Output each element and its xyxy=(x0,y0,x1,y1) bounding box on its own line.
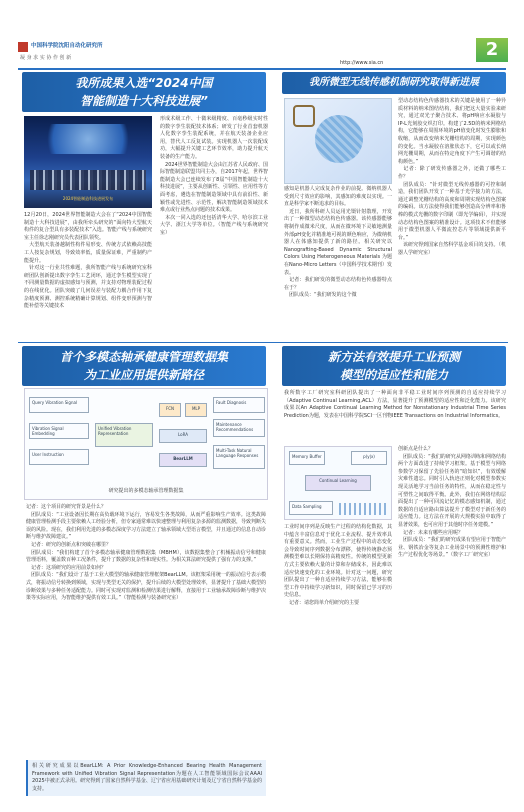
timeseries-wave-icon xyxy=(339,503,387,515)
article3-title-banner xyxy=(22,346,266,386)
diagram-instruction-box: User Instruction xyxy=(29,449,89,465)
article2-title: 我所微型无线传感机制研究取得新进展 xyxy=(309,77,479,88)
article2-col1: 感知是机器人完成复杂作业的前提。微纳机器人受到尺寸效应的影响，其感知的难度以实现。一直是科学家不断追求的目标。 近日，我所科研人员运用光镊针射散理，开发出了一种微型动态结构色传感器。该传感器能够将制作成微米尺度，从而在微环境下灵敏地测量外部pH变化并精准地可视的颜色响应，为微纳机器人在体感知提供了新的路径。相关研究以Nanografting-Based Dynamic Structural Colors Using Heterogeneous Materials 为题在Nano-Micro Letters（中国科学技术期刊）发表。 记者：我们研发的微型动态结构色传感器特点在于？ 团队成员：“我们研发的这个微 xyxy=(284,186,392,299)
org-name: 中国科学院沈阳自动化研究所 xyxy=(31,43,103,49)
diagram-bearllm-box: BearLLM xyxy=(159,453,207,467)
data-sampling-box: Data Sampling xyxy=(289,501,333,515)
article1-title-line2: 智能制造十大科技进展” xyxy=(80,94,208,108)
header xyxy=(18,38,508,68)
robot-arm-icon xyxy=(293,105,315,127)
article2-title-banner xyxy=(282,72,506,94)
diagram-lora-box: LoRA xyxy=(159,429,207,443)
article1-col1: 12月20日，2024世界智能制造大会在了“2024中国智能制造十大科技进展”，由我所牵头研究的“面向特大型航天构件的复合型具有多装配技术”入选。智能产线与系统研究室主任徐志刚研究员代表团队领奖。 大型航天装备越制性构件易形变、传统方式依赖高技能工人按复杂规划，导致效率低，质量保证难，严重制约产能提升。 针对这一行业共性难题，我所智能产线与系统研究室科研团队创新提出数字孪生工艺闭环，通过孪生模型实现了不同测量数据的虚拟感知与预测，并支持对物理装配过程的在线优化。团队突破了几何误差与装配力耦合作用下复杂精度预测、测控系统精确计算规划、组件变形预测与智能补偿等关键技术 xyxy=(24,212,152,310)
sensor-grid-icon xyxy=(315,115,363,163)
diagram-maint-box: Maintenance Recommendations xyxy=(213,419,265,437)
diagram-fault-box: Fault Diagnosis xyxy=(213,397,265,413)
article1-title-banner xyxy=(22,72,266,112)
header-url: http://www.sia.cn xyxy=(340,60,384,66)
article4-title-banner xyxy=(282,346,506,386)
article4-diagram xyxy=(284,446,392,520)
diagram-response-box: Multi-Task Natural Language Responses xyxy=(213,445,265,469)
article4-intro: 我所数字工厂研究室科研团队提出了一种面向非平稳工业时间序列预测的自适应持续学习（Adaptive Continual Learning,ACL）方法，显著提升了预测模型的适应性和泛化能力。该研究成果以An Adaptive Continual Learning Method for Nonstationary Industrial Time Series Prediction为题，发表在中国科学院SCI一区刊物IEEE Transactions on Industrial Informatics。 xyxy=(284,390,508,419)
diagram-embedding-box: Vibration Signal Embedding xyxy=(29,423,89,439)
page-number: 2 xyxy=(476,38,508,62)
photo-caption: 2024智能制造科技进展发布 xyxy=(62,196,114,201)
diagram-query-box: Query Vibration Signal xyxy=(29,397,89,413)
article1-col2: 形成术级工作、十微米级精度、百毫秒级实时性的数字孪生装配技术体系；研发了行业首套机器人化数字孪生装配系统，并在航天装备企业应用，替代人工反复试装。实现机器人一次装配成功，大幅提升关键工艺环节效率，助力提升航天装备的生产能力。 2024世界智能制造大会由江苏省人民政府、国际智能制造联盟共同主办，自2017年起，世界智能制造大会已连续发布了8届“中国智能制造十大科技进展”，主要从创新性、引领性、应用性等方面考虑，遴选在智能制造领域中具有前沿性、新颖性或先进性、示范性，解决智能制造领域技术难点或行业热点问题的技术成果。 本次一同入选的还包括清华大学、哈尔滨工业大学、浙江大学等单位。（智能产线与系统研究室） xyxy=(160,116,268,236)
article4-title-line1: 新方法有效提升工业预测 xyxy=(327,350,460,364)
article3-title-line2: 为工业应用提供新路径 xyxy=(83,368,204,382)
article3-body: 记者：这个项目的研究背景是什么？ 团队成员：“工业设备因长期在高负载环境下运行，容易发生各类故障，从而严重影响生产效率。这类故障健康管理检测手段主要依赖人工经验分析，但专家通常难以快速整理与利用复杂多源的监测数据，导致判断失误的风险。现在，我们利用先进的多模态深度学习方法建立了轴承领域大型语言模型，并且通过的信息自动诊断与维护故障建议。” 记者：研究的创新点和突破在哪里？ 团队成员：“我们构建了首个多模态轴承健康管理数据集（MBHM），该数据集整合了机械振动信号和健康管理语料，覆盖数百种工况条件，提升了数据的复杂性和现实性。为相关算法研究提供了强有力的支撑。” 记者：这项研究的应用前景如何？ 团队成员：“我们设计了基于工业大模型的轴承健康管理框架BearLLM。该框架采用统一的振动信号表示模式，将振动信号转换到频域，实现与类型无关的保护，提升后续的大模型处理效率，显著提升了基础大模型的诊断效果与多种任务适配能力。同时可实现对监测和检测结果进行解释，直接用于工业轴承故障诊断与维护决策等实际应用，为智能维护提供有效工具。”（智能检测与装备研究室） xyxy=(26,504,267,602)
article3-diagram xyxy=(24,388,268,500)
stage-people xyxy=(30,170,146,190)
article1-title-line1: 我所成果入选“2024中国 xyxy=(75,76,213,90)
article4-col1: 工业时间序列是反映生产过程的结构化数据，其中蕴含丰富信息对于优化工业流程、提升效率具有重要意义。然而，工业生产过程中的动态变化会导致时间序列数据分布漂移，使得传统静态预测模型难以长期保持高精度性。传统的模型更新方式主要依赖大量的计算和存储成本，因此难以适应快速变化的工业环境。针对这一问题，研究团队提出了一种自适应持续学习方法，能够在模型工作中持续学习新知识，同时保留已学习的历史信息。 记者：请您简单介绍研究的主要 xyxy=(284,524,392,606)
memory-buffer-box: Memory Buffer xyxy=(289,451,325,465)
article4-col2: 创新点是什么？ 团队成员：“我们的研究从网络训练和网络结构两个方面改进了持续学习框架。基于模型与网络参数学习保留了先验任务的“暗知识”，有效缓解灾难性遗忘。同时引入轨迹正则化对模型参数实现灵活地学习当前任务的特性，从而在稳定性与可塑性之间取得平衡。此外，我们在网络结构层面提出了一种可回流记忆的模态感知机制，通过数据的自适应路由算法提升了模型对于新任务的适应能力。这方法在开展的大规模实验中取得了显著效果，也可应用于其他时序任务建模。” 记者：未来有哪些应用呢？ 团队成员：“我们的研究成果有望应用于智能产业、钢铁冶金等复杂工业场景中的预测性维护和生产过程优化等场景。”（数字工厂研究室） xyxy=(398,446,506,559)
article3-title-line1: 首个多模态轴承健康管理数据集 xyxy=(59,350,228,364)
article2-col2: 型动态结构色传感器技术的关键是使用了一种异质材料的纳米图结结构，我们把这大量实验来研究，通过双光子聚合技术、将pH响应水凝胶与IP-L光刻胶交织打印。构建了2.5D的纳米网格结构，它能够在周围环境的pH值变化时发生膨胀和收缩，从而改变纳米光栅结构的周期，实现颜色的变化。当水凝胶在溶胀状态下，它可以或长纳网光栅周期，从而在特定角度下产生可调谐的结构颜色。” 记者：除了研发传感器之外，还做了哪些工作？ 团队成员：“针对微型无线传感器的可控和制造，我们团队开发了一种基于光学接力的方法，通过调整光栅结构的高度和周期实现结构色图案的编码。该方法使得我们能够创造高分辨率和鲁棒的模式光栅的数字印刷（即光学编码），并实现动态结构色图案的精准设计。这项技术不但能够用于微型机器人平微流控芯片等领域提供新平台。” 该研究得到国家自然科学基金项目的支持。（机器人学研究室） xyxy=(398,98,506,256)
continual-learning-box: Continual Learning xyxy=(305,475,371,491)
article4-title-line2: 模型的适应性和能力 xyxy=(339,368,448,382)
stage-lights xyxy=(32,124,144,154)
header-rule xyxy=(18,68,506,70)
diagram-mlp-box: MLP xyxy=(185,403,207,417)
diagram-fcn-box: FCN xyxy=(159,403,181,417)
distribution-box: p(y|x) xyxy=(351,451,387,465)
diagram-caption: 研究提出的多模态轴承管理数据集 xyxy=(108,488,184,494)
mid-divider xyxy=(18,342,508,343)
motto: 凝 身 求 实 协 作 创 新 xyxy=(20,55,72,61)
diagram-unified-box: Unified Vibration Representation xyxy=(95,423,153,447)
article1-photo xyxy=(24,116,152,208)
logo-mark-icon xyxy=(18,42,28,52)
article2-figure xyxy=(284,98,392,184)
article3-note: 相关研究成果以BearLLM: A Prior Knowledge-Enhanced Bearing Health Management Framework with Unified Vibration Signal Representation为题在人工智能领域国际会议AAAI 2025中被正式录用。研究得到了国家自然科学基金、辽宁省应用基础研究计划及辽宁省自然科学基金的支持。 xyxy=(26,760,266,796)
